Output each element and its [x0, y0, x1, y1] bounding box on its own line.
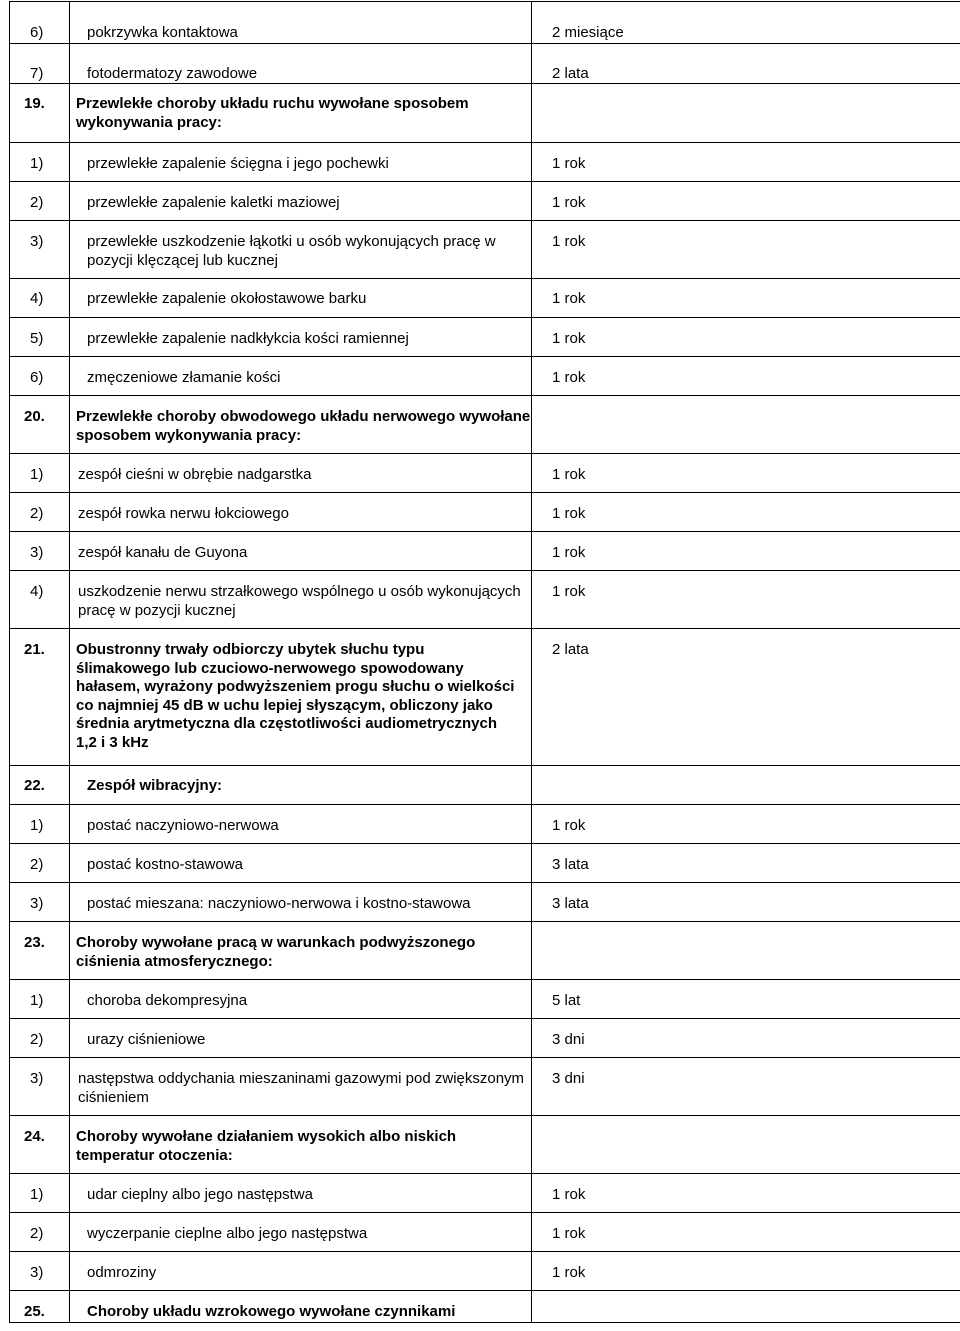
row-period-cell — [532, 318, 960, 357]
section-row — [10, 1291, 960, 1323]
section-period — [532, 84, 960, 106]
row-text: przewlekłe uszkodzenie łąkotki u osób wykonujących pracę w pozycji klęczącej lub kucznej — [87, 233, 496, 269]
table-row — [10, 1174, 960, 1213]
table-row — [10, 844, 960, 883]
row-period: 1 rok — [552, 1186, 586, 1203]
row-text-cell — [70, 883, 532, 922]
row-text: przewlekłe zapalenie nadkłykcia kości ramiennej — [87, 330, 409, 347]
row-number: 1) — [30, 817, 44, 834]
row-period-cell — [532, 1019, 960, 1058]
row-period-cell — [532, 454, 960, 493]
table-row — [10, 454, 960, 493]
section-title: Choroby wywołane działaniem wysokich albo niskich temperatur otoczenia: — [76, 1128, 457, 1164]
row-period: 1 rok — [552, 330, 586, 347]
row-period: 3 lata — [552, 856, 589, 873]
row-period: 1 rok — [552, 1225, 586, 1242]
row-text-cell — [70, 43, 532, 84]
section-period — [532, 1291, 960, 1313]
row-text-cell — [70, 980, 532, 1019]
row-period: 1 rok — [552, 583, 586, 600]
section-row — [10, 1116, 960, 1174]
section-title: Choroby wywołane pracą w warunkach podwyższonego ciśnienia atmosferycznego: — [76, 934, 476, 970]
section-period — [532, 396, 960, 418]
row-number: 6) — [30, 369, 44, 386]
row-number-cell — [10, 43, 70, 84]
row-text: wyczerpanie cieplne albo jego następstwa — [87, 1225, 368, 1242]
row-text-cell — [70, 221, 532, 279]
row-text: zespół cieśni w obrębie nadgarstka — [78, 466, 312, 483]
row-number-cell — [10, 571, 70, 629]
section-row — [10, 396, 960, 454]
row-period: 1 rok — [552, 466, 586, 483]
row-number-cell — [10, 221, 70, 279]
row-text-cell — [70, 279, 532, 318]
table-row — [10, 279, 960, 318]
row-number-cell — [10, 1252, 70, 1291]
section-period-cell — [532, 84, 960, 143]
table-row — [10, 43, 960, 84]
row-number-cell — [10, 279, 70, 318]
row-text-cell — [70, 143, 532, 182]
row-number-cell — [10, 532, 70, 571]
row-number: 3) — [30, 233, 44, 250]
row-period: 2 miesiące — [552, 24, 624, 41]
row-period-cell — [532, 571, 960, 629]
row-number: 2) — [30, 856, 44, 873]
row-text: udar cieplny albo jego następstwa — [87, 1186, 313, 1203]
row-period: 1 rok — [552, 1264, 586, 1281]
row-period: 3 lata — [552, 895, 589, 912]
section-period-cell — [532, 766, 960, 805]
row-period: 1 rok — [552, 505, 586, 522]
section-title-cell — [70, 84, 532, 143]
row-number-cell — [10, 357, 70, 396]
section-title-cell — [70, 1291, 532, 1323]
row-period-cell — [532, 221, 960, 279]
section-title-cell — [70, 922, 532, 980]
section-period-cell — [532, 1291, 960, 1323]
row-period: 1 rok — [552, 194, 586, 211]
row-number: 1) — [30, 155, 44, 172]
section-number: 21. — [24, 641, 45, 658]
row-period-cell — [532, 883, 960, 922]
row-number: 3) — [30, 895, 44, 912]
row-text-cell — [70, 1019, 532, 1058]
row-text: przewlekłe zapalenie okołostawowe barku — [87, 290, 367, 307]
row-number-cell — [10, 493, 70, 532]
row-text-cell — [70, 454, 532, 493]
section-title: Przewlekłe choroby obwodowego układu nerwowego wywołane sposobem wykonywania pracy: — [76, 408, 531, 444]
row-text-cell — [70, 2, 532, 44]
section-period-cell — [532, 1116, 960, 1174]
row-number: 5) — [30, 330, 44, 347]
row-number: 1) — [30, 466, 44, 483]
table-row — [10, 805, 960, 844]
row-number: 6) — [30, 24, 44, 41]
section-number: 22. — [24, 777, 45, 794]
disease-table — [9, 1, 960, 1323]
section-period-cell — [532, 396, 960, 454]
row-text-cell — [70, 571, 532, 629]
row-text: odmroziny — [87, 1264, 157, 1281]
row-text-cell — [70, 805, 532, 844]
row-number-cell — [10, 1019, 70, 1058]
row-text: choroba dekompresyjna — [87, 992, 248, 1009]
row-number: 4) — [30, 583, 44, 600]
row-number: 3) — [30, 544, 44, 561]
row-text-cell — [70, 532, 532, 571]
row-text: zmęczeniowe złamanie kości — [87, 369, 281, 386]
row-period: 1 rok — [552, 155, 586, 172]
row-text-cell — [70, 1058, 532, 1116]
row-period: 5 lat — [552, 992, 581, 1009]
section-period-cell — [532, 629, 960, 766]
row-number: 1) — [30, 992, 44, 1009]
row-period: 1 rok — [552, 233, 586, 250]
row-number-cell — [10, 454, 70, 493]
table-row — [10, 1019, 960, 1058]
row-period-cell — [532, 844, 960, 883]
row-text-cell — [70, 357, 532, 396]
section-row — [10, 766, 960, 805]
row-number-cell — [10, 805, 70, 844]
section-number-cell — [10, 766, 70, 805]
row-text: postać naczyniowo-nerwowa — [87, 817, 279, 834]
section-title: Obustronny trwały odbiorczy ubytek słuchu typu ślimakowego lub czuciowo-nerwowego spowodowany hałasem, wyrażony podwyższeniem progu słuchu o wielkości co najmniej 45 dB w uchu lepiej słyszącym, obliczony jako średnia arytmetyczna dla częstotliwości audiometrycznych 1,2 i 3 kHz — [76, 641, 515, 751]
section-title: Choroby układu wzrokowego wywołane czynnikami — [87, 1303, 456, 1320]
row-text: zespół kanału de Guyona — [78, 544, 248, 561]
row-text: fotodermatozy zawodowe — [87, 64, 258, 82]
row-number: 2) — [30, 1031, 44, 1048]
row-period: 3 dni — [552, 1031, 585, 1048]
row-period-cell — [532, 357, 960, 396]
row-number-cell — [10, 182, 70, 221]
row-number-cell — [10, 980, 70, 1019]
section-number: 25. — [24, 1303, 45, 1320]
row-text: postać kostno-stawowa — [87, 856, 243, 873]
table-row — [10, 1252, 960, 1291]
row-text: postać mieszana: naczyniowo-nerwowa i kostno-stawowa — [87, 895, 471, 912]
row-number: 3) — [30, 1070, 44, 1087]
row-period-cell — [532, 143, 960, 182]
row-number-cell — [10, 318, 70, 357]
section-number: 24. — [24, 1128, 45, 1145]
row-number: 7) — [30, 64, 44, 82]
row-text: zespół rowka nerwu łokciowego — [78, 505, 289, 522]
row-period: 1 rok — [552, 369, 586, 386]
section-title-cell — [70, 629, 532, 766]
row-period-cell — [532, 182, 960, 221]
table-row — [10, 318, 960, 357]
row-text: urazy ciśnieniowe — [87, 1031, 206, 1048]
table-row — [10, 571, 960, 629]
row-period: 1 rok — [552, 817, 586, 834]
row-number-cell — [10, 143, 70, 182]
table-row — [10, 980, 960, 1019]
row-text: przewlekłe zapalenie ścięgna i jego pochewki — [87, 155, 389, 172]
row-period-cell — [532, 805, 960, 844]
row-number: 2) — [30, 505, 44, 522]
row-text: następstwa oddychania mieszaninami gazowymi pod zwiększonym ciśnieniem — [78, 1070, 525, 1106]
row-number-cell — [10, 844, 70, 883]
row-period: 3 dni — [552, 1070, 585, 1087]
row-text-cell — [70, 844, 532, 883]
row-text: przewlekłe zapalenie kaletki maziowej — [87, 194, 340, 211]
section-number: 23. — [24, 934, 45, 951]
row-text-cell — [70, 182, 532, 221]
table-row — [10, 1058, 960, 1116]
table-row — [10, 143, 960, 182]
row-number: 2) — [30, 194, 44, 211]
section-number: 19. — [24, 95, 45, 112]
table-row — [10, 883, 960, 922]
section-number-cell — [10, 1291, 70, 1323]
row-text-cell — [70, 1252, 532, 1291]
row-text-cell — [70, 1174, 532, 1213]
row-period: 1 rok — [552, 290, 586, 307]
row-period: 2 lata — [552, 64, 589, 82]
row-period-cell — [532, 532, 960, 571]
section-title-cell — [70, 766, 532, 805]
row-text-cell — [70, 1213, 532, 1252]
row-number-cell — [10, 2, 70, 44]
section-row — [10, 922, 960, 980]
section-period-cell — [532, 922, 960, 980]
row-number: 1) — [30, 1186, 44, 1203]
row-period-cell — [532, 1058, 960, 1116]
section-period: 2 lata — [552, 641, 589, 658]
row-period-cell — [532, 1174, 960, 1213]
row-period-cell — [532, 980, 960, 1019]
row-number-cell — [10, 1174, 70, 1213]
row-period-cell — [532, 493, 960, 532]
row-number: 4) — [30, 290, 44, 307]
table-row — [10, 493, 960, 532]
table-row — [10, 182, 960, 221]
section-period — [532, 1116, 960, 1138]
row-number: 3) — [30, 1264, 44, 1281]
row-period-cell — [532, 1213, 960, 1252]
table-row — [10, 532, 960, 571]
row-period-cell — [532, 279, 960, 318]
section-title-cell — [70, 1116, 532, 1174]
table-row — [10, 1213, 960, 1252]
section-title-cell — [70, 396, 532, 454]
row-text-cell — [70, 493, 532, 532]
row-number-cell — [10, 1213, 70, 1252]
section-period — [532, 922, 960, 944]
section-title: Zespół wibracyjny: — [87, 777, 223, 794]
row-period-cell — [532, 1252, 960, 1291]
row-period-cell — [532, 2, 960, 44]
table-row — [10, 221, 960, 279]
section-number: 20. — [24, 408, 45, 425]
row-text: pokrzywka kontaktowa — [87, 24, 238, 41]
section-period — [532, 766, 960, 788]
row-number: 2) — [30, 1225, 44, 1242]
section-row — [10, 84, 960, 143]
row-period: 1 rok — [552, 544, 586, 561]
row-text: uszkodzenie nerwu strzałkowego wspólnego u osób wykonujących pracę w pozycji kucznej — [78, 583, 521, 619]
table-row — [10, 357, 960, 396]
row-number-cell — [10, 1058, 70, 1116]
table-row — [10, 2, 960, 44]
section-row — [10, 629, 960, 766]
row-text-cell — [70, 318, 532, 357]
row-number-cell — [10, 883, 70, 922]
section-title: Przewlekłe choroby układu ruchu wywołane sposobem wykonywania pracy: — [76, 95, 469, 131]
row-period-cell — [532, 43, 960, 84]
